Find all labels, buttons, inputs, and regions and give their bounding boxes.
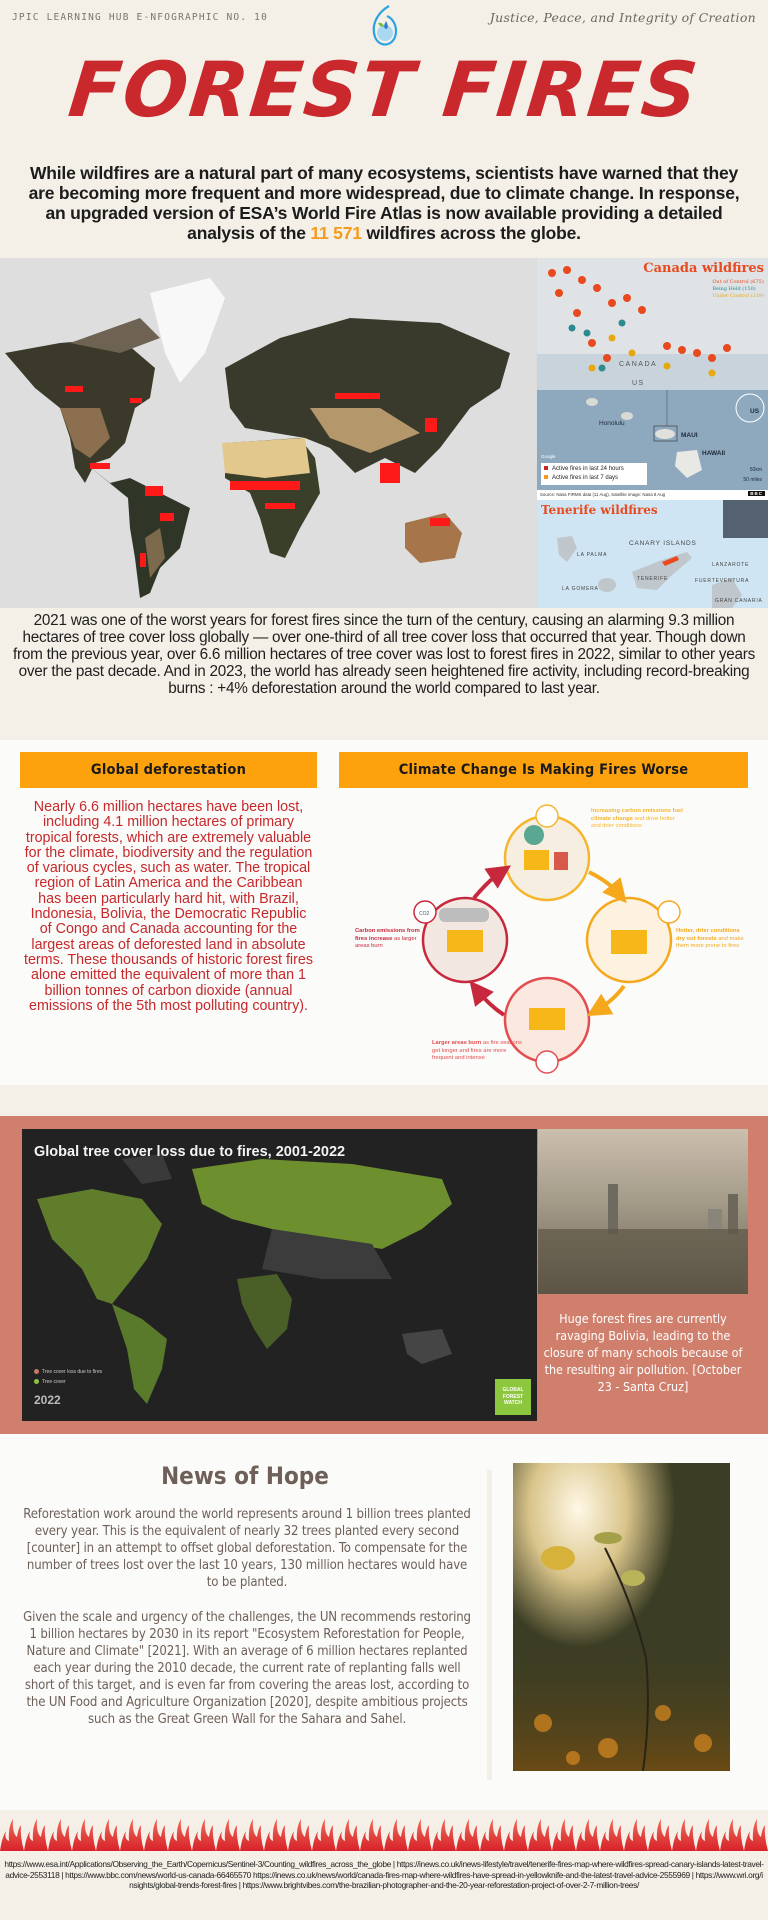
legend-under-control: Under Control (219) xyxy=(712,293,764,299)
climate-change-panel xyxy=(339,752,748,1075)
canada-label: CANADA xyxy=(619,361,658,368)
regional-maps xyxy=(537,258,768,608)
la-gomera-label: LA GOMERA xyxy=(562,586,599,592)
legend-loss: Tree cover loss due to fires xyxy=(42,1369,103,1375)
cycle-step-4: Carbon emissions from fires increase as larger areas burn xyxy=(355,928,420,949)
canada-map-legend xyxy=(712,279,764,300)
tree-cover-legend xyxy=(34,1367,102,1387)
un-restoration-paragraph: Given the scale and urgency of the challenges, the UN recommends restoring 1 billion hectares by 2030 in its report "Ecosystem Reforestation for People, Nature and Climate" [2021]. With an average of 6 million hectares replanted each year during the 2010 decade, the current rate of replanting falls well short of this target, and is even far from covering the areas lost, according to the UN Food and Agriculture Organization [2020], despite ambitious projects such as the Great Green Wall for the Sahara and Sahel. xyxy=(23,1610,471,1727)
map-scale xyxy=(743,465,762,485)
deforestation-climate-section xyxy=(0,740,768,1085)
hawaii-legend xyxy=(541,463,647,485)
earth-drop-leaf-icon xyxy=(365,3,403,49)
footer xyxy=(0,1851,768,1920)
news-of-hope-heading: News of Hope xyxy=(161,1462,329,1490)
fire-maps xyxy=(0,258,768,608)
cycle-step-3: Larger areas burn as fire seasons get longer and fires are more frequent and intense xyxy=(432,1040,522,1061)
google-attribution: Google xyxy=(541,454,556,459)
legend-being-held: Being Held (150) xyxy=(712,286,756,292)
world-fire-atlas-map xyxy=(0,258,535,608)
fuerteventura-label: FUERTEVENTURA xyxy=(695,578,750,584)
legend-out-of-control: Out of Control (675) xyxy=(712,279,764,285)
canary-islands-label: CANARY ISLANDS xyxy=(629,540,697,547)
bbc-logo: BBC xyxy=(750,491,763,496)
tenerife-map-title: Tenerife wildfires xyxy=(541,503,658,517)
santa-cruz-smog-photo xyxy=(538,1129,748,1294)
deforestation-text: Nearly 6.6 million hectares have been lost, including 4.1 million hectares of primary tropical forests, which are extremely valuable for the climate, biodiversity and the regulation of various cycles, such as water. The tropical region of Latin America and the Caribbean has been particularly hard hit, with Brazil, Indonesia, Bolivia, the Democratic Republic of Congo and Canada accounting for the largest areas of deforested land in absolute terms. These thousands of historic forest fires alone emitted the equivalent of more than 1 billion tonnes of carbon dioxide (annual emissions of the 5th most polluting country). xyxy=(24,799,313,1014)
page-title: FOREST FIRES xyxy=(64,45,704,134)
legend-7d: Active fires in last 7 days xyxy=(552,475,619,481)
bolivia-caption: Huge forest fires are currently ravaging Bolivia, leading to the closure of many schools because of the resulting air pollution. [October 23 - Santa Cruz] xyxy=(543,1311,743,1394)
map-year: 2022 xyxy=(34,1393,61,1407)
climate-change-heading: Climate Change Is Making Fires Worse xyxy=(339,752,748,788)
tree-cover-map-title: Global tree cover loss due to fires, 2001-2022 xyxy=(34,1144,346,1160)
hawaii-fires-map xyxy=(537,390,768,490)
intro-text-end: wildfires across the globe. xyxy=(361,223,581,243)
wildfire-count: 11 571 xyxy=(310,223,362,243)
tenerife-label: TENERIFE xyxy=(637,576,669,582)
source-links[interactable]: https://www.esa.int/Applications/Observing_the_Earth/Copernicus/Sentinel-3/Counting_wildfires_across_the_globe | https://inews.co.uk/inews-lifestyle/travel/tenerife-fires-map-where-wildfires-spread-canary-islands-latest-travel-advice-2553118 | https://www.bbc.com/news/world-us-canada-66465570 https://inews.co.uk/news/world/canada-fires-map-where-wildfires-have-spread-in-yellowknife-and-the-latest-travel-advice-2555969 | https://www.wri.org/insights/global-trends-forest-fires | https://www.brightvibes.com/the-brazilian-photographer-and-the-20-year-reforestation-project-of-over-2-7-million-trees/ xyxy=(4,1859,764,1890)
global-forest-watch-logo: GLOBAL FOREST WATCH xyxy=(495,1379,531,1415)
legend-24h: Active fires in last 24 hours xyxy=(552,466,624,472)
us-label: US xyxy=(632,380,645,387)
header xyxy=(0,0,768,258)
lanzarote-label: LANZAROTE xyxy=(712,562,750,568)
legend-cover: Tree cover xyxy=(42,1379,66,1385)
global-tree-cover-loss-map xyxy=(22,1129,537,1421)
honolulu-label: Honolulu xyxy=(599,420,625,427)
intro-text: While wildfires are a natural part of many ecosystems, scientists have warned that they are becoming more frequent and more widespread, due to climate change. In response, an upgraded version of ESA’s World Fire Atlas is now available providing a detailed analysis of the xyxy=(28,163,740,243)
global-deforestation-panel xyxy=(20,752,317,1014)
sapling-photo xyxy=(513,1463,730,1771)
news-of-hope-section xyxy=(0,1434,768,1810)
tagline: Justice, Peace, and Integrity of Creation xyxy=(489,10,756,25)
source-text: Source: Nasa FIRMS data (11 Aug), Satellite image: Nasa 8 Aug xyxy=(540,492,666,497)
canada-map-title: Canada wildfires xyxy=(643,261,764,276)
flame-border xyxy=(0,1817,768,1851)
hawaii-label: HAWAII xyxy=(702,450,726,457)
reforestation-paragraph: Reforestation work around the world represents around 1 billion trees planted every year. This is the equivalent of nearly 32 trees planted every second [counter] in an attempt to offset global deforestation. To compensate for the number of trees lost over the last 10 years, 130 million hectares would have to be planted. xyxy=(23,1507,471,1590)
maui-label: MAUI xyxy=(681,432,698,439)
co2-cloud-icon: CO2 xyxy=(419,911,430,917)
scale-mi: 50 miles xyxy=(743,477,762,483)
global-deforestation-heading: Global deforestation xyxy=(20,752,317,788)
hub-label: JPIC LEARNING HUB E-NFOGRAPHIC NO. 10 xyxy=(12,12,269,23)
cycle-step-2: Hotter, drier conditions dry out forests and make them more prone to fires xyxy=(676,928,744,949)
tree-cover-loss-section xyxy=(0,1116,768,1434)
canada-wildfires-map xyxy=(537,258,768,390)
intro-paragraph xyxy=(20,163,748,243)
scale-km: 50km xyxy=(749,467,762,473)
fire-statistics-paragraph: 2021 was one of the worst years for forest fires since the turn of the century, causing an alarming 9.3 million hectares of tree cover loss globally — over one-third of all tree cover loss that occurred that year. Though down from the previous year, over 6.6 million hectares of tree cover was lost to forest fires in 2022, similar to other years over the past decade. And in 2023, the world has already seen heightened fire activity, including record-breaking burns : +4% deforestation around the world compared to last year. xyxy=(13,612,755,697)
tenerife-wildfires-map xyxy=(537,500,768,608)
gran-canaria-label: GRAN CANARIA xyxy=(715,598,763,604)
fire-climate-cycle-diagram xyxy=(339,790,748,1075)
us-inset-label: US xyxy=(750,408,760,415)
cycle-step-1: Increasing carbon emissions fuel climate change and drive hotter and drier conditions xyxy=(591,808,683,829)
hawaii-source xyxy=(537,490,768,500)
la-palma-label: LA PALMA xyxy=(577,552,608,558)
divider xyxy=(487,1470,492,1780)
